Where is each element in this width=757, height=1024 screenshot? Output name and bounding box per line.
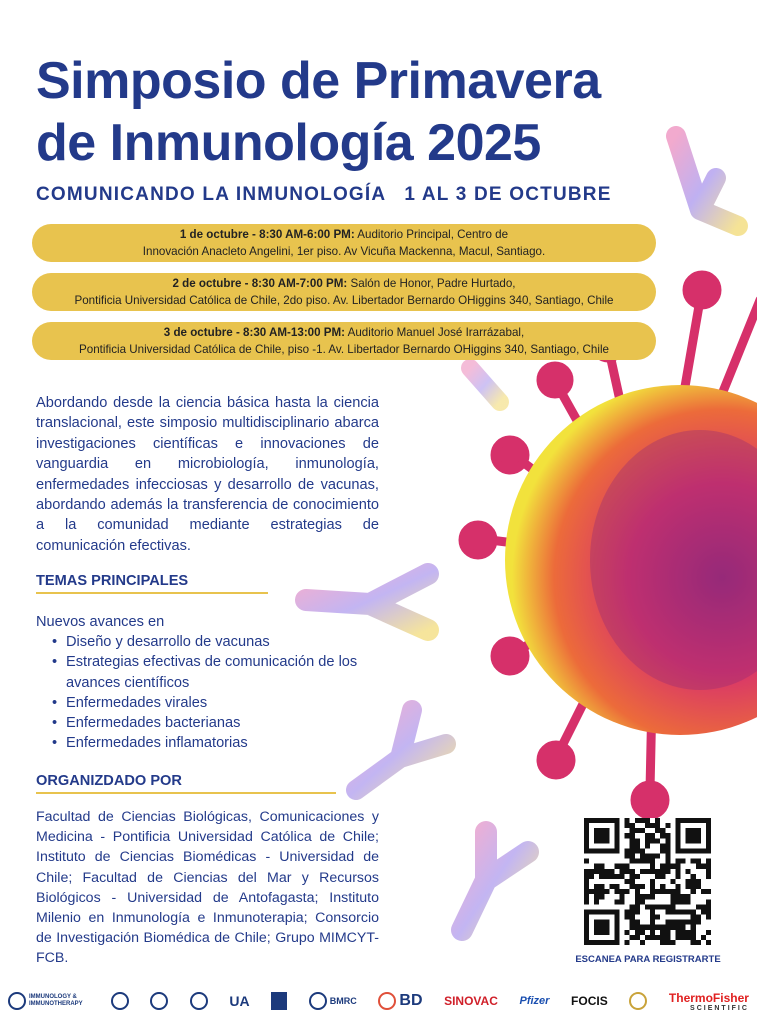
schedule-day-3-place: Auditorio Manuel José Irarrázabal,	[345, 326, 525, 339]
sponsor-thermofisher-label: ThermoFisher	[668, 990, 749, 1005]
schedule-day-3	[32, 322, 656, 360]
list-item: • Enfermedades inflamatorias	[66, 733, 406, 753]
organizers-divider	[36, 792, 336, 794]
flag-icon	[271, 992, 287, 1010]
sponsor-thermofisher-sub: SCIENTIFIC	[690, 1004, 749, 1012]
sponsor-bmrc	[309, 992, 357, 1010]
bd-logo-icon	[378, 992, 396, 1010]
qr-code[interactable]	[584, 818, 711, 945]
sponsor-focis	[571, 994, 608, 1008]
schedule-day-2-date: 2 de octubre - 8:30 AM-7:00 PM:	[172, 277, 348, 290]
sponsor-logos	[0, 986, 757, 1016]
schedule-day-2-place: Salón de Honor, Padre Hurtado,	[347, 277, 516, 290]
schedule-day-1-address: Innovación Anacleto Angelini, 1er piso. Av Vicuña Mackenna, Macul, Santiago.	[142, 245, 546, 258]
title-line-2: de Inmunología 2025	[36, 114, 541, 172]
sponsor-sinovac-label: SINOVAC	[444, 994, 498, 1008]
immunology-logo-icon	[8, 992, 26, 1010]
sponsor-puc	[150, 992, 168, 1010]
sponsor-university-chile	[111, 992, 129, 1010]
subtitle	[36, 184, 736, 206]
sponsor-pfizer-label: Pfizer	[519, 995, 550, 1007]
crest-icon	[629, 992, 647, 1010]
sponsor-bd-label: BD	[399, 992, 423, 1009]
schedule-day-3-date: 3 de octubre - 8:30 AM-13:00 PM:	[163, 326, 346, 339]
schedule-day-1-place: Auditorio Principal, Centro de	[354, 228, 509, 241]
organizers-heading: ORGANIZDADO POR	[36, 773, 182, 789]
sponsor-bmrc-label: BMRC	[329, 996, 357, 1006]
intro-paragraph: Abordando desde la ciencia básica hasta la ciencia translacional, este simposio multidisciplinario abarca investigaciones científicas e innovaciones de vanguardia en microbiología, inmunología, enfermedades infecciosas y desarrollo de vacunas, abordando además la transferencia de conocimiento a la comunidad mediante estrategias de comunicación efectivas.	[36, 395, 379, 554]
sponsor-bd	[378, 992, 422, 1010]
list-item: • Diseño y desarrollo de vacunas	[66, 632, 406, 652]
schedule-day-1-date: 1 de octubre - 8:30 AM-6:00 PM:	[179, 228, 355, 241]
organizers-paragraph: Facultad de Ciencias Biológicas, Comunicaciones y Medicina - Pontificia Universidad Católica de Chile; Instituto de Ciencias Biomédicas - Universidad de Chile; Facultad de Ciencias del Mar y Recursos Biológicos - Universidad de Antofagasta; Instituto Milenio en Inmunología e Inmunoterapia; Consorcio de Investigación Biomédica de Chile; Grupo MIMCYT-FCB.	[36, 809, 379, 967]
sponsor-sinovac	[444, 994, 498, 1008]
list-item: • Enfermedades virales	[66, 693, 406, 713]
crest-icon	[190, 992, 208, 1010]
crest-icon	[111, 992, 129, 1010]
schedule-day-2-address: Pontificia Universidad Católica de Chile, 2do piso. Av. Libertador Bernardo OHiggins 340, Santiago, Chile	[74, 294, 614, 307]
temas-divider	[36, 592, 268, 594]
list-item: • Enfermedades bacterianas	[66, 713, 406, 733]
sponsor-pfizer	[519, 995, 549, 1007]
list-item: • Estrategias efectivas de comunicación de los avances científicos	[66, 652, 406, 693]
subtitle-tagline: COMUNICANDO LA INMUNOLOGÍA	[36, 184, 387, 205]
antibody-icon	[462, 832, 528, 930]
sponsor-thermofisher	[669, 991, 749, 1012]
temas-heading: TEMAS PRINCIPALES	[36, 573, 189, 589]
bmrc-logo-icon	[309, 992, 327, 1010]
sponsor-immunology-label: IMMUNOLOGY & IMMUNOTHERAPY	[29, 994, 83, 1007]
crest-icon	[150, 992, 168, 1010]
schedule-day-3-address: Pontificia Universidad Católica de Chile, piso -1. Av. Libertador Bernardo OHiggins 340, Santiago, Chile	[79, 343, 609, 356]
qr-caption: ESCANEA PARA REGISTRARTE	[575, 954, 721, 965]
sponsor-gobierno	[271, 992, 287, 1010]
sponsor-consorcio	[629, 992, 647, 1010]
sponsor-ua-label: UA	[229, 993, 250, 1009]
sponsor-focis-label: FOCIS	[571, 994, 608, 1008]
temas-lead: Nuevos avances en	[36, 614, 165, 630]
page-title	[36, 50, 736, 174]
antibody-icon	[306, 574, 428, 630]
schedule-day-2	[32, 273, 656, 311]
temas-list	[36, 632, 406, 754]
subtitle-dates: 1 AL 3 DE OCTUBRE	[404, 184, 612, 205]
sponsor-ua	[229, 993, 249, 1009]
sponsor-immunology	[8, 992, 89, 1010]
schedule-day-1	[32, 224, 656, 262]
title-line-1: Simposio de Primavera	[36, 52, 601, 110]
antibody-icon	[470, 368, 500, 402]
sponsor-unab	[190, 992, 208, 1010]
